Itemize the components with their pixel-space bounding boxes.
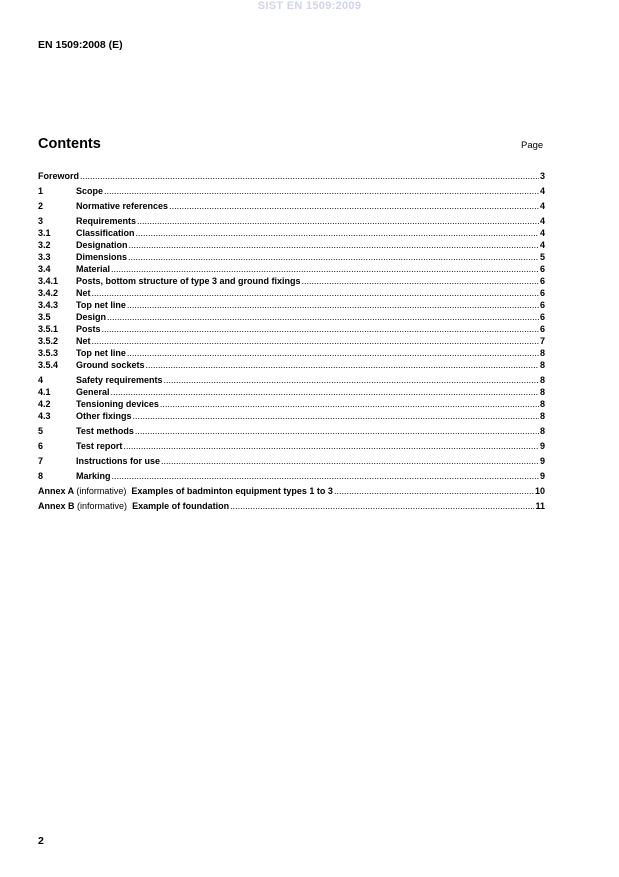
toc-section-number: 8 xyxy=(38,471,44,481)
toc-section-number: 4.1 xyxy=(38,387,51,397)
toc-section-title: Normative references xyxy=(76,201,169,211)
annex-title: Examples of badminton equipment types 1 to 3 xyxy=(131,486,333,496)
toc-section-title: Safety requirements xyxy=(76,375,163,385)
toc-dot-leader xyxy=(92,335,539,347)
toc-group xyxy=(38,455,545,467)
toc-group xyxy=(38,440,545,452)
toc-dot-leader xyxy=(160,398,539,410)
toc-page-number: 4 xyxy=(539,216,545,226)
toc-group xyxy=(38,170,545,182)
toc-section-title: Instructions for use xyxy=(76,456,161,466)
toc-dot-leader xyxy=(129,239,539,251)
toc-dot-leader xyxy=(127,347,539,359)
toc-page-number: 10 xyxy=(534,486,545,496)
toc-section-title: Tensioning devices xyxy=(76,399,159,409)
toc-entry[interactable] xyxy=(38,170,545,182)
toc-section-number: 7 xyxy=(38,456,44,466)
toc-dot-leader xyxy=(135,425,539,437)
contents-heading: Contents xyxy=(38,136,101,152)
toc-dot-leader xyxy=(104,185,539,197)
toc-group xyxy=(38,185,545,197)
standard-identifier: EN 1509:2008 (E) xyxy=(38,39,123,51)
toc-page-number: 8 xyxy=(539,426,545,436)
toc-page-number: 9 xyxy=(539,456,545,466)
toc-page-number: 4 xyxy=(539,228,545,238)
toc-section-number: 3.4 xyxy=(38,264,51,274)
toc-entry[interactable] xyxy=(38,239,545,251)
toc-entry[interactable] xyxy=(38,263,545,275)
toc-section-number: 3 xyxy=(38,216,44,226)
toc-page-number: 6 xyxy=(539,276,545,286)
toc-entry[interactable] xyxy=(38,440,545,452)
toc-section-title: Dimensions xyxy=(76,252,128,262)
toc-page-number: 9 xyxy=(539,471,545,481)
toc-entry[interactable] xyxy=(38,311,545,323)
toc-section-number: 3.5.4 xyxy=(38,360,59,370)
table-of-contents xyxy=(38,170,545,515)
toc-section-number: 3.2 xyxy=(38,240,51,250)
toc-entry[interactable] xyxy=(38,275,545,287)
toc-entry[interactable] xyxy=(38,227,545,239)
toc-annex-title xyxy=(38,500,229,512)
toc-group xyxy=(38,500,545,512)
toc-entry[interactable] xyxy=(38,299,545,311)
toc-section-title: Ground sockets xyxy=(76,360,145,370)
toc-section-number: 3.5 xyxy=(38,312,51,322)
annex-informative-label: (informative) xyxy=(76,486,127,496)
toc-entry[interactable] xyxy=(38,470,545,482)
toc-section-title: Marking xyxy=(76,471,111,481)
toc-entry[interactable] xyxy=(38,410,545,422)
toc-page-number: 8 xyxy=(539,411,545,421)
toc-section-number: 3.5.1 xyxy=(38,324,59,334)
toc-entry[interactable] xyxy=(38,251,545,263)
toc-section-title: Top net line xyxy=(76,348,126,358)
toc-section-title: General xyxy=(76,387,110,397)
toc-group xyxy=(38,485,545,497)
toc-page-number: 6 xyxy=(539,300,545,310)
toc-dot-leader xyxy=(161,455,539,467)
toc-entry[interactable] xyxy=(38,347,545,359)
toc-section-title: Foreword xyxy=(38,171,80,181)
toc-page-number: 11 xyxy=(535,501,545,511)
toc-section-number: 3.4.1 xyxy=(38,276,59,286)
toc-section-number: 3.1 xyxy=(38,228,51,238)
toc-page-number: 8 xyxy=(539,348,545,358)
toc-dot-leader xyxy=(111,386,539,398)
toc-entry[interactable] xyxy=(38,455,545,467)
toc-section-title: Net xyxy=(76,336,91,346)
toc-entry[interactable] xyxy=(38,323,545,335)
toc-section-title: Designation xyxy=(76,240,128,250)
toc-section-title: Other fixings xyxy=(76,411,132,421)
toc-entry[interactable] xyxy=(38,485,545,497)
toc-entry[interactable] xyxy=(38,425,545,437)
toc-dot-leader xyxy=(102,323,539,335)
watermark-text: SIST EN 1509:2009 xyxy=(257,0,362,12)
toc-section-title: Posts xyxy=(76,324,101,334)
toc-page-number: 8 xyxy=(539,387,545,397)
toc-entry[interactable] xyxy=(38,200,545,212)
toc-dot-leader xyxy=(92,287,539,299)
toc-page-number: 8 xyxy=(539,399,545,409)
toc-annex-title xyxy=(38,485,333,497)
toc-section-number: 4.3 xyxy=(38,411,51,421)
toc-section-number: 3.5.2 xyxy=(38,336,59,346)
toc-group xyxy=(38,470,545,482)
toc-entry[interactable] xyxy=(38,359,545,371)
toc-dot-leader xyxy=(123,440,539,452)
toc-page-number: 8 xyxy=(539,375,545,385)
toc-page-number: 3 xyxy=(539,171,545,181)
toc-dot-leader xyxy=(107,311,539,323)
toc-group xyxy=(38,200,545,212)
toc-entry[interactable] xyxy=(38,398,545,410)
toc-entry[interactable] xyxy=(38,500,545,512)
toc-section-number: 1 xyxy=(38,186,44,196)
toc-entry[interactable] xyxy=(38,287,545,299)
toc-section-title: Test methods xyxy=(76,426,134,436)
toc-section-title: Top net line xyxy=(76,300,126,310)
toc-section-number: 3.4.2 xyxy=(38,288,59,298)
toc-section-title: Scope xyxy=(76,186,104,196)
annex-label: Annex B xyxy=(38,501,75,511)
toc-dot-leader xyxy=(133,410,539,422)
toc-section-title: Net xyxy=(76,288,91,298)
toc-dot-leader xyxy=(164,374,539,386)
toc-dot-leader xyxy=(146,359,539,371)
toc-dot-leader xyxy=(127,299,539,311)
toc-section-number: 4 xyxy=(38,375,44,385)
page-column-heading: Page xyxy=(521,140,544,151)
toc-group xyxy=(38,425,545,437)
toc-entry[interactable] xyxy=(38,215,545,227)
toc-dot-leader xyxy=(112,470,539,482)
toc-page-number: 6 xyxy=(539,324,545,334)
toc-group xyxy=(38,374,545,422)
toc-dot-leader xyxy=(80,170,539,182)
toc-section-number: 6 xyxy=(38,441,44,451)
toc-page-number: 4 xyxy=(539,186,545,196)
toc-dot-leader xyxy=(169,200,539,212)
annex-title: Example of foundation xyxy=(132,501,230,511)
toc-section-number: 4.2 xyxy=(38,399,51,409)
annex-informative-label: (informative) xyxy=(77,501,128,511)
toc-page-number: 8 xyxy=(539,360,545,370)
toc-section-number: 3.3 xyxy=(38,252,51,262)
toc-dot-leader xyxy=(136,227,539,239)
toc-dot-leader xyxy=(334,485,534,497)
toc-section-title: Material xyxy=(76,264,111,274)
toc-page-number: 6 xyxy=(539,312,545,322)
toc-page-number: 4 xyxy=(539,201,545,211)
toc-section-number: 5 xyxy=(38,426,44,436)
toc-dot-leader xyxy=(230,500,534,512)
toc-dot-leader xyxy=(137,215,539,227)
toc-section-number: 3.4.3 xyxy=(38,300,59,310)
toc-entry[interactable] xyxy=(38,374,545,386)
toc-group xyxy=(38,215,545,371)
toc-section-number: 2 xyxy=(38,201,44,211)
toc-page-number: 4 xyxy=(539,240,545,250)
toc-section-title: Requirements xyxy=(76,216,137,226)
toc-section-title: Test report xyxy=(76,441,123,451)
toc-entry[interactable] xyxy=(38,335,545,347)
toc-dot-leader xyxy=(111,263,539,275)
toc-dot-leader xyxy=(128,251,539,263)
toc-page-number: 9 xyxy=(539,441,545,451)
page-number: 2 xyxy=(38,835,44,847)
toc-section-title: Classification xyxy=(76,228,135,238)
toc-page-number: 7 xyxy=(539,336,545,346)
toc-section-title: Posts, bottom structure of type 3 and ground fixings xyxy=(76,276,301,286)
toc-section-title: Design xyxy=(76,312,107,322)
toc-entry[interactable] xyxy=(38,185,545,197)
toc-entry[interactable] xyxy=(38,386,545,398)
annex-label: Annex A xyxy=(38,486,74,496)
toc-page-number: 6 xyxy=(539,264,545,274)
toc-dot-leader xyxy=(302,275,539,287)
toc-page-number: 5 xyxy=(539,252,545,262)
toc-page-number: 6 xyxy=(539,288,545,298)
toc-section-number: 3.5.3 xyxy=(38,348,59,358)
